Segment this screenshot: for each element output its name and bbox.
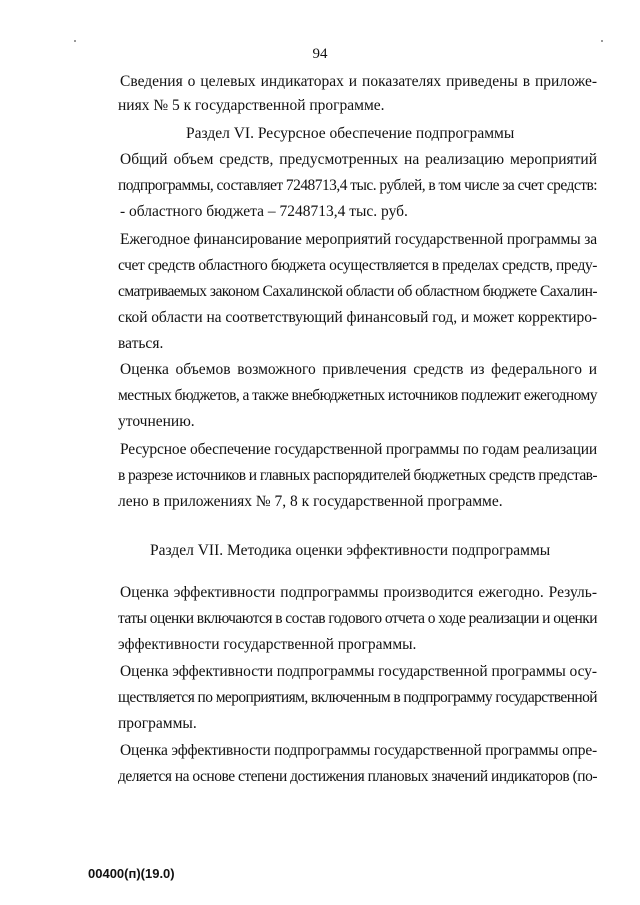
paragraph-line-text: Оценка объемов возможного привлечения средств из федерального и	[120, 361, 597, 378]
paragraph-line-text: ниях № 5 к государственной программе.	[118, 97, 385, 114]
paragraph-line-text: деляется на основе степени достижения плановых значений индикаторов (по-	[118, 768, 597, 785]
scan-speck	[601, 40, 603, 42]
paragraph-line-text: Ежегодное финансирование мероприятий государственной программы за	[120, 231, 597, 248]
footer-code: 00400(п)(19.0)	[88, 866, 175, 881]
paragraph-line-text: - областного бюджета – 7248713,4 тыс. руб.	[120, 203, 408, 220]
paragraph-line-text: подпрограммы, составляет 7248713,4 тыс. рублей, в том числе за счет средств:	[118, 177, 597, 194]
paragraph-line-text: Ресурсное обеспечение государственной программы по годам реализации	[120, 441, 597, 458]
paragraph-line-text: в разрезе источников и главных распорядителей бюджетных средств представ-	[118, 467, 597, 484]
paragraph-line-text: ществляется по мероприятиям, включенным в подпрограмму государственной	[118, 689, 597, 706]
paragraph-line-text: местных бюджетов, а также внебюджетных источников подлежит ежегодному	[118, 387, 597, 404]
paragraph-line-text: эффективности государственной программы.	[118, 636, 417, 653]
section-heading-text: Раздел VI. Ресурсное обеспечение подпрограммы	[186, 125, 515, 142]
paragraph-line-text: счет средств областного бюджета осуществляется в пределах средств, преду-	[118, 257, 597, 274]
paragraph-line-text: сматриваемых законом Сахалинской области об областном бюджете Сахалин-	[118, 283, 597, 300]
paragraph-line-text: Оценка эффективности подпрограммы государственной программы осу-	[120, 663, 597, 680]
paragraph-line-text: лено в приложениях № 7, 8 к государственной программе.	[118, 493, 503, 510]
page-number: 94	[312, 46, 328, 62]
paragraph-line-text: Оценка эффективности подпрограммы производится ежегодно. Резуль-	[120, 584, 597, 601]
paragraph-line-text: программы.	[118, 715, 197, 732]
paragraph-line-text: ваться.	[118, 335, 164, 352]
paragraph-line-text: Сведения о целевых индикаторах и показателях приведены в приложе-	[120, 73, 597, 90]
scan-speck	[74, 40, 76, 42]
paragraph-line-text: ской области на соответствующий финансовый год, и может корректиро-	[118, 309, 597, 326]
section-heading-text: Раздел VII. Методика оценки эффективности подпрограммы	[150, 542, 551, 559]
paragraph-line-text: таты оценки включаются в состав годового отчета о ходе реализации и оценки	[118, 610, 597, 627]
paragraph-line-text: уточнению.	[118, 413, 195, 430]
paragraph-line-text: Общий объем средств, предусмотренных на реализацию мероприятий	[120, 151, 597, 168]
paragraph-line-text: Оценка эффективности подпрограммы государственной программы опре-	[120, 742, 597, 759]
